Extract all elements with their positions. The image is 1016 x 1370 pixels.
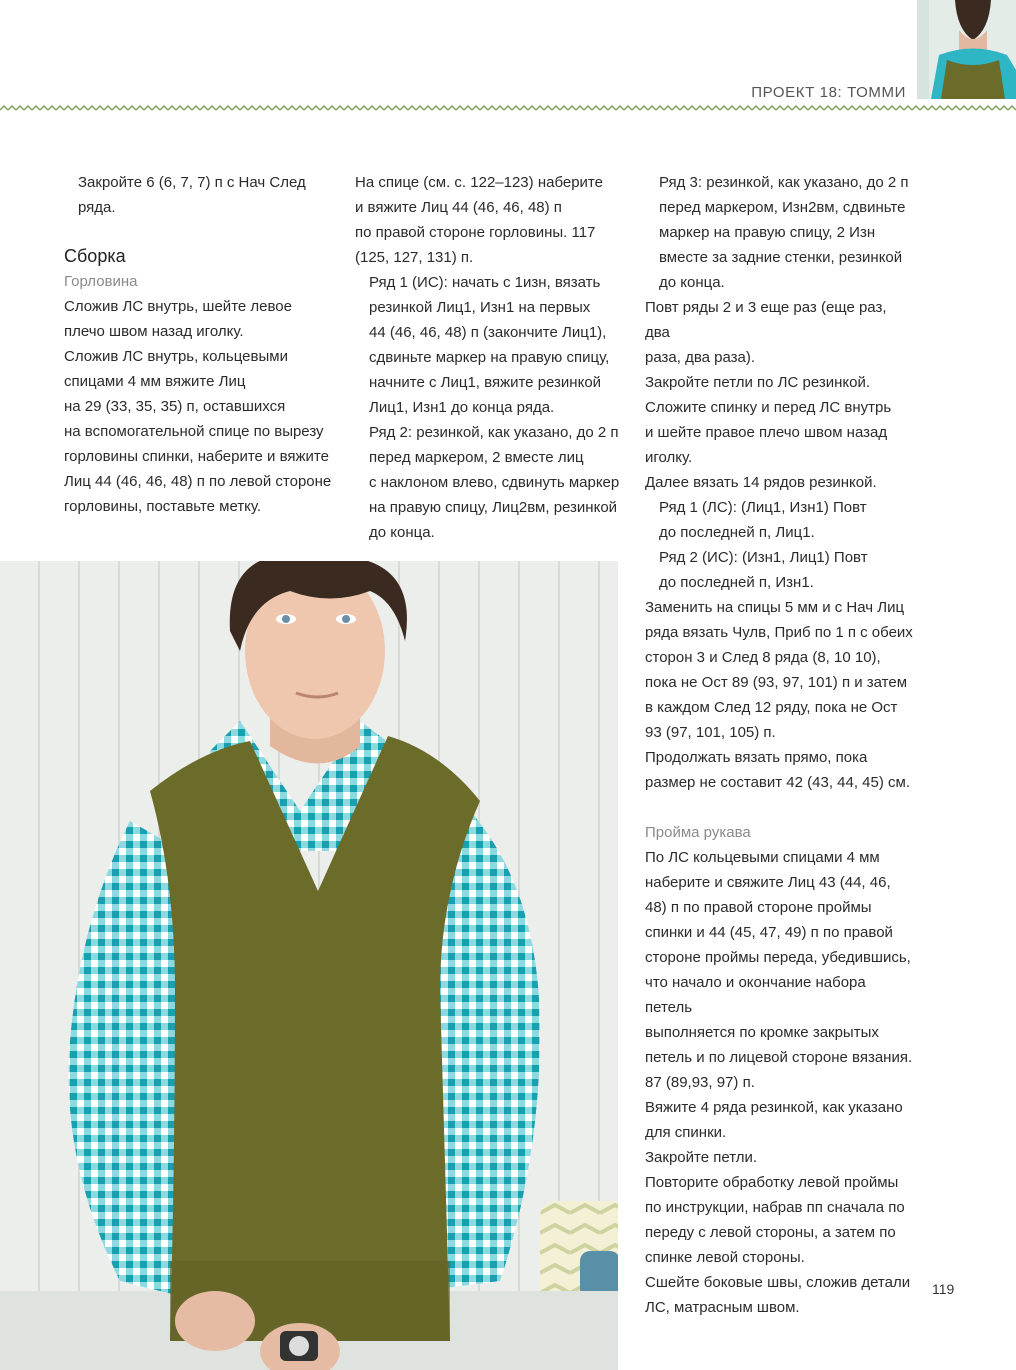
text-line: спицами 4 мм вяжите Лиц <box>64 373 246 390</box>
row-instruction: до конца. <box>659 274 725 291</box>
row-instruction: до последней п, Лиц1. <box>659 524 815 541</box>
text-line: пока не Ост 89 (93, 97, 101) п и затем <box>645 674 908 691</box>
text-line: в каждом След 12 ряду, пока не Ост <box>645 699 898 716</box>
project-title: ПРОЕКТ 18: ТОММИ <box>751 84 906 101</box>
section-heading: Сборка <box>64 246 126 266</box>
text-line: Сложив ЛС внутрь, кольцевыми <box>64 348 288 365</box>
row-instruction: 44 (46, 46, 48) п (закончите Лиц1), <box>369 324 607 341</box>
text-line: Лиц 44 (46, 46, 48) п по левой стороне <box>64 473 332 490</box>
text-line: по инструкции, набрав пп сначала по <box>645 1199 905 1216</box>
row-instruction: Ряд 2 (ИС): (Изн1, Лиц1) Повт <box>659 549 868 566</box>
page-number: 119 <box>932 1281 955 1297</box>
text-line: и шейте правое плечо швом назад <box>645 424 888 441</box>
decorative-header-rule <box>0 104 1016 112</box>
row-instruction: с наклоном влево, сдвинуть маркер <box>369 474 620 491</box>
row-instruction: Ряд 1 (ИС): начать с 1изн, вязать <box>369 274 601 291</box>
text-line: Повторите обработку левой проймы <box>645 1174 899 1191</box>
text-line: по правой стороне горловины. 117 <box>355 224 596 241</box>
text-column-left <box>64 170 334 519</box>
text-line: стороне проймы переда, убедившись, <box>645 949 911 966</box>
model-photo <box>0 561 618 1370</box>
text-line: и вяжите Лиц 44 (46, 46, 48) п <box>355 199 562 216</box>
text-line: 93 (97, 101, 105) п. <box>645 724 776 741</box>
text-column-right <box>645 170 915 1320</box>
row-instruction: сдвиньте маркер на правую спицу, <box>369 349 610 366</box>
text-line: Вяжите 4 ряда резинкой, как указано <box>645 1099 903 1116</box>
row-instruction: вместе за задние стенки, резинкой <box>659 249 903 266</box>
row-instruction: Лиц1, Изн1 до конца ряда. <box>369 399 555 416</box>
text-line: что начало и окончание набора петель <box>645 974 866 1016</box>
header-thumbnail-photo <box>917 0 1016 99</box>
row-instruction: начните с Лиц1, вяжите резинкой <box>369 374 602 391</box>
subheading-armhole: Пройма рукава <box>645 824 751 841</box>
text-line: Повт ряды 2 и 3 еще раз (еще раз, два <box>645 299 887 341</box>
row-instruction: маркер на правую спицу, 2 Изн <box>659 224 876 241</box>
text-line: горловины, поставьте метку. <box>64 498 262 515</box>
text-line: Закройте петли. <box>645 1149 758 1166</box>
text-column-middle <box>355 170 620 545</box>
text-line: Далее вязать 14 рядов резинкой. <box>645 474 877 491</box>
text-line: По ЛС кольцевыми спицами 4 мм <box>645 849 880 866</box>
text-line: ЛС, матрасным швом. <box>645 1299 800 1316</box>
text-line: (125, 127, 131) п. <box>355 249 474 266</box>
text-line: петель и по лицевой стороне вязания. <box>645 1049 913 1066</box>
text-line: Продолжать вязать прямо, пока <box>645 749 868 766</box>
text-line: раза, два раза). <box>645 349 756 366</box>
text-line: плечо швом назад иголку. <box>64 323 244 340</box>
row-instruction: на правую спицу, Лиц2вм, резинкой <box>369 499 618 516</box>
row-instruction: до последней п, Изн1. <box>659 574 814 591</box>
row-instruction: перед маркером, 2 вместе лиц <box>369 449 584 466</box>
text-line: спинке левой стороны. <box>645 1249 805 1266</box>
text-line: Сложите спинку и перед ЛС внутрь <box>645 399 892 416</box>
text-line: переду с левой стороны, а затем по <box>645 1224 896 1241</box>
text-line: 87 (89,93, 97) п. <box>645 1074 755 1091</box>
subheading-neckline: Горловина <box>64 273 138 290</box>
text-line: Сложив ЛС внутрь, шейте левое <box>64 298 292 315</box>
row-instruction: до конца. <box>369 524 435 541</box>
row-instruction: резинкой Лиц1, Изн1 на первых <box>369 299 591 316</box>
text-line: На спице (см. с. 122–123) наберите <box>355 174 603 191</box>
text-line: Закройте петли по ЛС резинкой. <box>645 374 871 391</box>
intro-line: ряда. <box>78 199 116 216</box>
text-line: 48) п по правой стороне проймы <box>645 899 872 916</box>
text-line: размер не составит 42 (43, 44, 45) см. <box>645 774 911 791</box>
text-line: сторон 3 и След 8 ряда (8, 10 10), <box>645 649 881 666</box>
text-line: иголку. <box>645 449 693 466</box>
text-line: наберите и свяжите Лиц 43 (44, 46, <box>645 874 891 891</box>
row-instruction: перед маркером, Изн2вм, сдвиньте <box>659 199 906 216</box>
row-instruction: Ряд 3: резинкой, как указано, до 2 п <box>659 174 909 191</box>
row-instruction: Ряд 1 (ЛС): (Лиц1, Изн1) Повт <box>659 499 867 516</box>
text-line: спинки и 44 (45, 47, 49) п по правой <box>645 924 893 941</box>
text-line: на 29 (33, 35, 35) п, оставшихся <box>64 398 286 415</box>
text-line: Заменить на спицы 5 мм и с Нач Лиц <box>645 599 905 616</box>
text-line: горловины спинки, наберите и вяжите <box>64 448 329 465</box>
text-line: для спинки. <box>645 1124 727 1141</box>
text-line: ряда вязать Чулв, Приб по 1 п с обеих <box>645 624 913 641</box>
row-instruction: Ряд 2: резинкой, как указано, до 2 п <box>369 424 619 441</box>
text-line: на вспомогательной спице по вырезу <box>64 423 324 440</box>
intro-line: Закройте 6 (6, 7, 7) п с Нач След <box>78 174 306 191</box>
text-line: Сшейте боковые швы, сложив детали <box>645 1274 911 1291</box>
text-line: выполняется по кромке закрытых <box>645 1024 879 1041</box>
